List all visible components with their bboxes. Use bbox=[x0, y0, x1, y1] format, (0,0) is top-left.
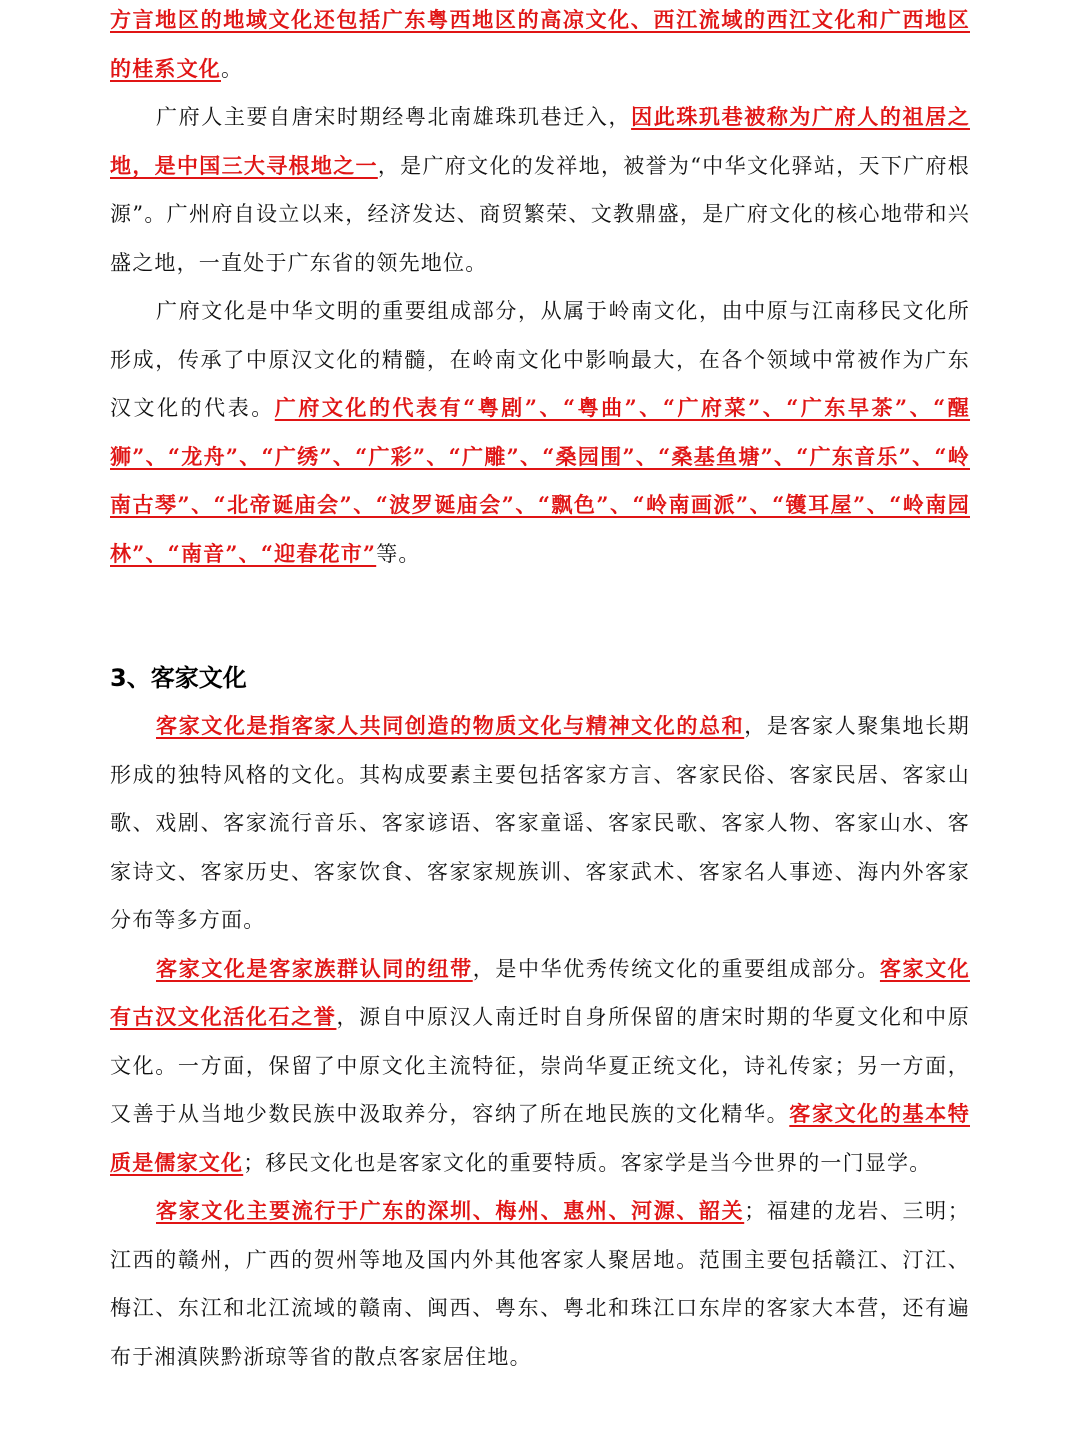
paragraph-hakka-definition bbox=[110, 702, 970, 945]
paragraph-hakka-traits bbox=[110, 945, 970, 1188]
paragraph-guangfu-origin bbox=[110, 93, 970, 287]
paragraph-hakka-distribution bbox=[110, 1187, 970, 1381]
paragraph-text: ；福建的龙岩、三明；江西的赣州，广西的贺州等地及国内外其他客家人聚居地。范围主要包括赣江、汀江、梅江、东江和北江流域的赣南、闽西、粤东、粤北和珠江口东岸的客家大本营，还有遍布于湘滇陕黔浙琼等省的散点客家居住地。 bbox=[110, 1199, 971, 1369]
highlighted-text: 方言地区的地域文化还包括广东粤西地区的高凉文化、西江流域的西江文化和广西地区的桂系文化 bbox=[110, 7, 970, 81]
document-page bbox=[110, 0, 970, 1381]
section-heading: 3、客家文化 bbox=[110, 664, 247, 692]
paragraph-guangfu-culture bbox=[110, 287, 970, 578]
paragraph-text: ，是中华优秀传统文化的重要组成部分。 bbox=[472, 956, 880, 981]
highlighted-text: 客家文化主要流行于广东的深圳、梅州、惠州、河源、韶关 bbox=[156, 1198, 745, 1223]
paragraph-regional-culture bbox=[110, 0, 970, 93]
paragraph-text: ；移民文化也是客家文化的重要特质。客家学是当今世界的一门显学。 bbox=[243, 1150, 932, 1175]
highlighted-text: 客家文化是客家族群认同的纽带 bbox=[156, 955, 473, 981]
paragraph-text: 广府人主要自唐宋时期经粤北南雄珠玑巷迁入， bbox=[156, 105, 632, 129]
paragraph-text: 。 bbox=[221, 56, 244, 81]
section-spacer bbox=[110, 578, 970, 654]
highlighted-text: 因此珠玑巷被称为广府人的祖居之地，是中国三大寻根地之一 bbox=[110, 104, 970, 178]
highlighted-text: 客家文化的基本特质是儒家文化 bbox=[110, 1101, 970, 1175]
paragraph-text: ，是客家人聚集地长期形成的独特风格的文化。其构成要素主要包括客家方言、客家民俗、客家民居、客家山歌、戏剧、客家流行音乐、客家谚语、客家童谣、客家民歌、客家人物、客家山水、客家诗文、客家历史、客家饮食、客家家规族训、客家武术、客家名人事迹、海内外客家分布等多方面。 bbox=[110, 714, 971, 932]
highlighted-text: 客家文化有古汉文化活化石之誉 bbox=[110, 955, 970, 1029]
paragraph-text: ，是广府文化的发祥地，被誉为“中华文化驿站，天下广府根源”。广州府自设立以来，经济发达、商贸繁荣、文教鼎盛，是广府文化的核心地带和兴盛之地，一直处于广东省的领先地位。 bbox=[110, 153, 970, 275]
highlighted-text: 客家文化是指客家人共同创造的物质文化与精神文化的总和 bbox=[156, 713, 745, 738]
paragraph-text: 等。 bbox=[376, 541, 421, 566]
highlighted-text: 广府文化的代表有“粤剧”、“粤曲”、“广府菜”、“广东早茶”、“醒狮”、“龙舟”、“广绣”、“广彩”、“广雕”、“桑园围”、“桑基鱼塘”、“广东音乐”、“岭南古琴”、“北帝诞庙会”、“波罗诞庙会”、“飘色”、“岭南画派”、“镬耳屋”、“岭南园林”、“南音”、“迎春花市” bbox=[110, 395, 971, 566]
paragraph-text: 广府文化是中华文明的重要组成部分，从属于岭南文化，由中原与江南移民文化所形成，传承了中原汉文化的精髓，在岭南文化中影响最大，在各个领域中常被作为广东汉文化的代表。 bbox=[110, 299, 970, 420]
paragraph-text: ，源自中原汉人南迁时自身所保留的唐宋时期的华夏文化和中原文化。一方面，保留了中原文化主流特征，崇尚华夏正统文化，诗礼传家；另一方面，又善于从当地少数民族中汲取养分，容纳了所在地民族的文化精华。 bbox=[110, 1005, 970, 1126]
